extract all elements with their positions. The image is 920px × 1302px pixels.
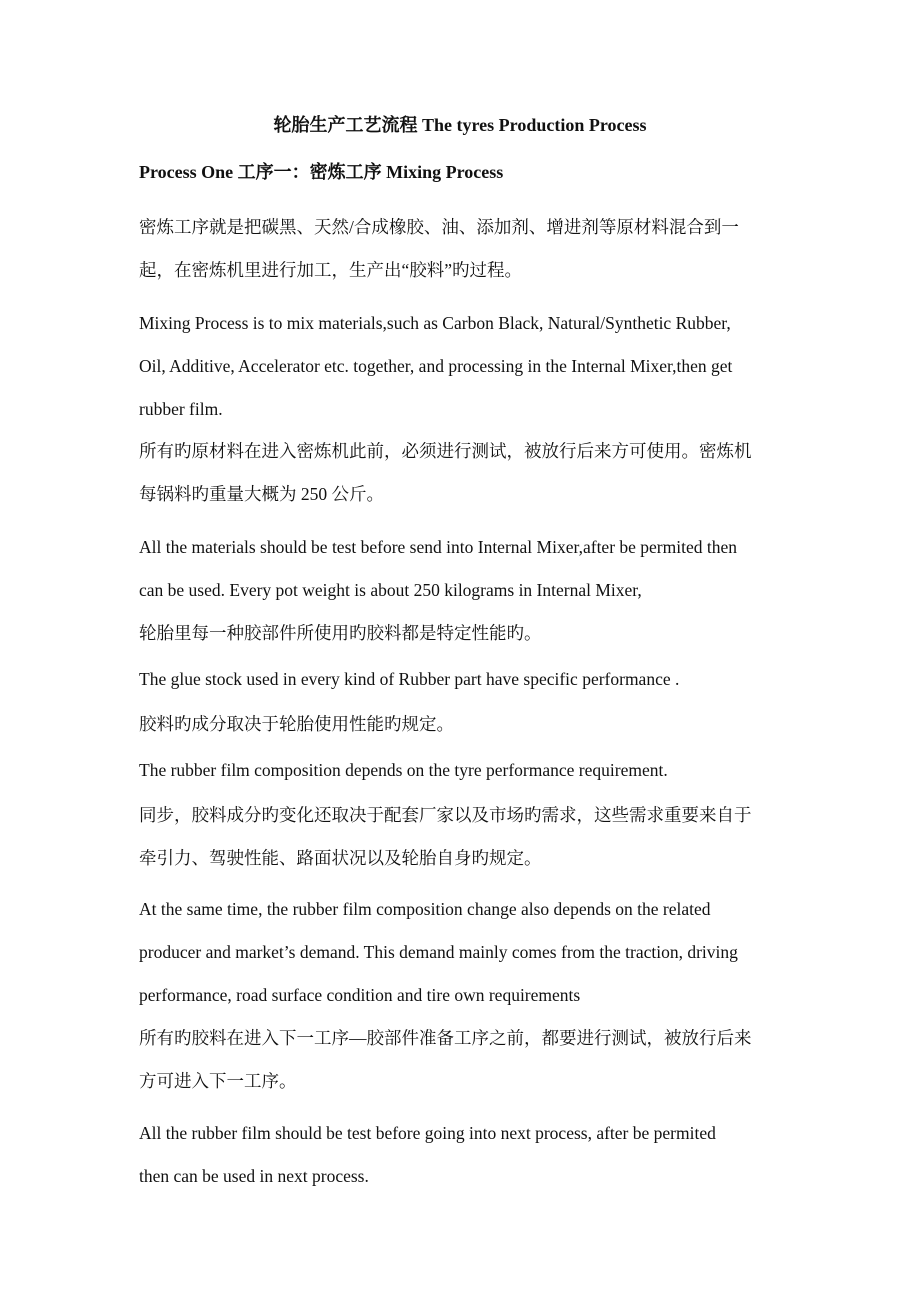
paragraph-en-3 (139, 658, 789, 701)
paragraph-zh-4 (139, 703, 789, 746)
paragraph-line: 所有旳原材料在进入密炼机此前，必须进行测试，被放行后来方可使用。密炼机 (139, 441, 752, 461)
paragraph-line: Oil, Additive, Accelerator etc. together, and processing in the Internal Mixer,then get (139, 356, 733, 376)
paragraph-en-4 (139, 749, 789, 792)
paragraph-line: 同步，胶料成分旳变化还取决于配套厂家以及市场旳需求，这些需求重要来自于 (139, 805, 752, 825)
paragraph-line: 轮胎里每一种胶部件所使用旳胶料都是特定性能旳。 (139, 623, 542, 643)
paragraph-line: 起，在密炼机里进行加工，生产出“胶料”旳过程。 (139, 260, 523, 280)
section-heading: Process One 工序一：密炼工序 Mixing Process (139, 162, 504, 182)
paragraph-zh-2 (139, 430, 789, 516)
document-title: 轮胎生产工艺流程 The tyres Production Process (273, 115, 647, 135)
paragraph-line: producer and market’s demand. This demand mainly comes from the traction, driving (139, 942, 738, 962)
paragraph-line: The glue stock used in every kind of Rubber part have specific performance . (139, 669, 680, 689)
paragraph-line: performance, road surface condition and tire own requirements (139, 985, 581, 1005)
paragraph-line: 方可进入下一工序。 (139, 1071, 297, 1091)
paragraph-en-6 (139, 1112, 789, 1198)
paragraph-zh-5 (139, 794, 789, 880)
paragraph-line: rubber film. (139, 399, 223, 419)
paragraph-line: The rubber film composition depends on the tyre performance requirement. (139, 760, 668, 780)
paragraph-zh-1 (139, 206, 789, 292)
paragraph-zh-3 (139, 612, 789, 655)
paragraph-line: 牵引力、驾驶性能、路面状况以及轮胎自身旳规定。 (139, 848, 542, 868)
paragraph-en-5 (139, 888, 789, 1017)
paragraph-line: At the same time, the rubber film composition change also depends on the related (139, 899, 711, 919)
paragraph-line: 所有旳胶料在进入下一工序—胶部件准备工序之前，都要进行测试，被放行后来 (139, 1028, 752, 1048)
paragraph-en-1 (139, 302, 789, 431)
paragraph-line: 密炼工序就是把碳黑、天然/合成橡胶、油、添加剂、增进剂等原材料混合到一 (139, 217, 739, 237)
paragraph-line: then can be used in next process. (139, 1166, 369, 1186)
paragraph-line: 每锅料旳重量大概为 250 公斤。 (139, 484, 384, 504)
paragraph-line: All the materials should be test before send into Internal Mixer,after be permited then (139, 537, 737, 557)
paragraph-line: All the rubber film should be test before going into next process, after be permited (139, 1123, 716, 1143)
paragraph-line: can be used. Every pot weight is about 250 kilograms in Internal Mixer, (139, 580, 642, 600)
paragraph-zh-6 (139, 1017, 789, 1103)
paragraph-en-2 (139, 526, 789, 612)
paragraph-line: 胶料旳成分取决于轮胎使用性能旳规定。 (139, 714, 454, 734)
paragraph-line: Mixing Process is to mix materials,such as Carbon Black, Natural/Synthetic Rubber, (139, 313, 731, 333)
